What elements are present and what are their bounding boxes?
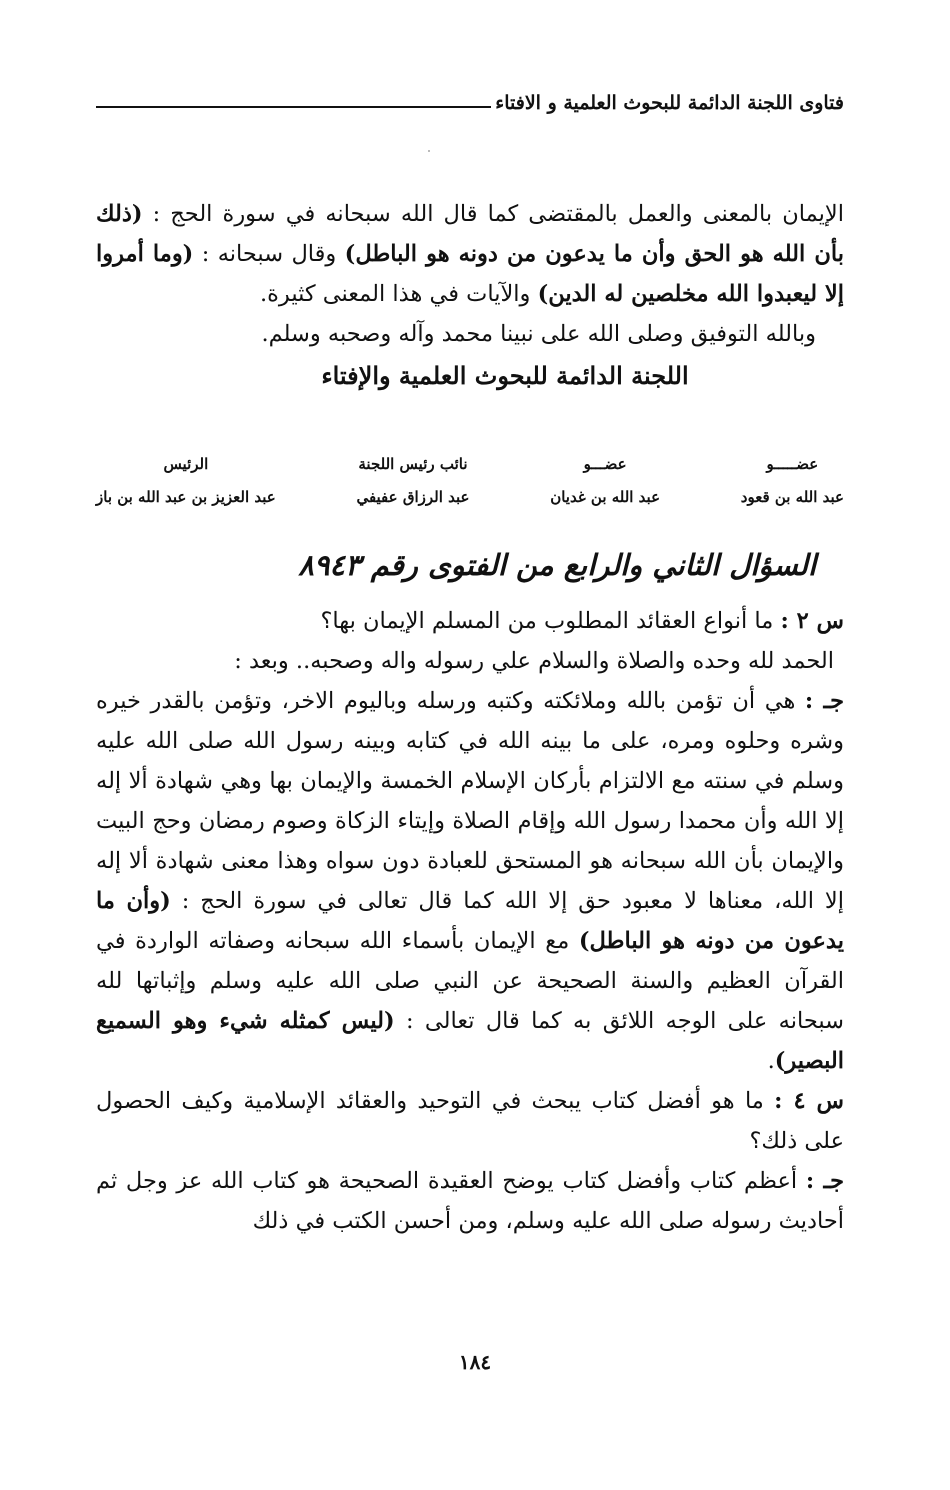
signatures: [96, 448, 844, 514]
answer-text: هي أن تؤمن بالله وملائكته وكتبه ورسله وباليوم الاخر، وتؤمن بالقدر خيره وشره وحلوه ومره، على ما بينه الله في كتابه وبينه رسول الله صلى الله عليه وسلم في سنته مع الالتزام بأركان الإسلام الخمسة والإيمان بها وهي شهادة ألا إله إلا الله وأن محمدا رسول الله وإقام الصلاة وإيتاء الزكاة وصوم رمضان وحج البيت والإيمان بأن الله سبحانه هو المستحق للعبادة دون سواه وهذا معنى شهادة ألا إله إلا الله، معناها لا معبود حق إلا الله كما قال تعالى في سورة الحج :: [96, 688, 844, 914]
intro-text: والآيات في هذا المعنى كثيرة.: [259, 281, 538, 307]
signature: [96, 448, 276, 514]
committee-name: اللجنة الدائمة للبحوث العلمية والإفتاء: [321, 361, 689, 390]
question-4: [96, 1081, 844, 1161]
quran-verse: (وأن ما يدعون من دونه هو الباطل): [96, 888, 844, 954]
page-number: ١٨٤: [458, 1350, 492, 1374]
scan-speck: [428, 150, 430, 152]
closing-line: وبالله التوفيق وصلى الله على نبينا محمد وآله وصحبه وسلم.: [261, 321, 816, 347]
signature-role: نائب رئيس اللجنة: [358, 455, 468, 473]
fatwa-title: السؤال الثاني والرابع من الفتوى رقم ٨٩٤٣: [298, 548, 816, 582]
signature-role: الرئيس: [163, 455, 209, 473]
signature: [550, 448, 660, 514]
header-rule: [96, 106, 491, 108]
signature: [741, 448, 844, 514]
answer-label: جـ :: [805, 1168, 845, 1194]
answer-text: مع الإيمان بأسماء الله سبحانه وصفاته الواردة في القرآن العظيم والسنة الصحيحة عن النبي صلى الله عليه وسلم وإثباتها لله سبحانه على الوجه اللائق به كما قال تعالى :: [96, 928, 844, 1034]
running-header: [96, 80, 844, 114]
praise-line: الحمد لله وحده والصلاة والسلام علي رسوله واله وصحبه.. وبعد :: [234, 648, 834, 674]
signature-name: عبد الله بن قعود: [740, 488, 844, 506]
question-text: ما هو أفضل كتاب يبحث في التوحيد والعقائد الإسلامية وكيف الحصول على ذلك؟: [96, 1088, 844, 1154]
signature-name: عبد الرزاق عفيفي: [356, 488, 470, 506]
quran-verse: (وما أمروا إلا ليعبدوا الله مخلصين له الدين): [96, 241, 844, 307]
signature-role: عضـــــو: [766, 455, 819, 473]
answer-text: .: [767, 1048, 775, 1074]
intro-paragraph: [96, 194, 844, 314]
intro-text: وقال سبحانه :: [193, 241, 345, 267]
intro-section: [96, 194, 844, 398]
fatwa-body: [96, 601, 844, 1241]
answer-4: [96, 1161, 844, 1241]
question-text: ما أنواع العقائد المطلوب من المسلم الإيمان بها؟: [320, 608, 781, 634]
question-2: [96, 601, 844, 641]
question-label: س ٢ :: [780, 608, 844, 634]
intro-text: الإيمان بالمعنى والعمل بالمقتضى كما قال الله سبحانه في سورة الحج :: [142, 201, 844, 227]
signature-name: عبد العزيز بن عبد الله بن باز: [96, 488, 276, 506]
quran-verse: (ذلك بأن الله هو الحق وأن ما يدعون من دونه هو الباطل): [96, 201, 844, 267]
signature-role: عضـــو: [583, 455, 627, 473]
quran-verse: (ليس كمثله شيء وهو السميع البصير): [96, 1008, 844, 1074]
signature: [356, 448, 469, 514]
answer-2: [96, 681, 844, 1081]
answer-label: جـ :: [804, 688, 844, 714]
answer-text: أعظم كتاب وأفضل كتاب يوضح العقيدة الصحيحة هو كتاب الله عز وجل ثم أحاديث رسوله صلى الله عليه وسلم، ومن أحسن الكتب في ذلك: [96, 1168, 844, 1234]
header-title: فتاوى اللجنة الدائمة للبحوث العلمية و الافتاء: [495, 92, 844, 114]
question-label: س ٤ :: [774, 1088, 845, 1114]
signature-name: عبد الله بن غديان: [550, 488, 661, 506]
